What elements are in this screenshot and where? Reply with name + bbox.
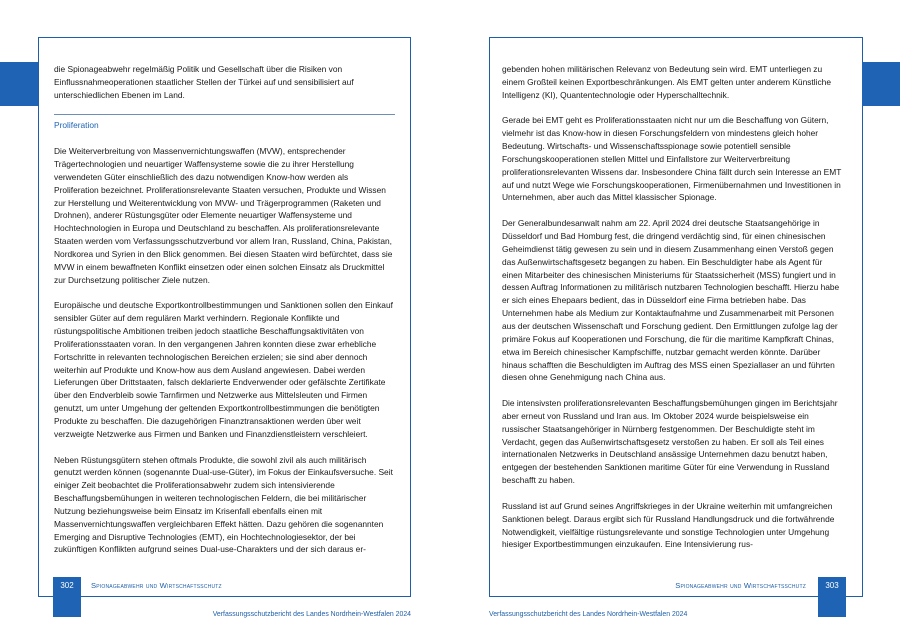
right-page <box>450 0 900 638</box>
section-divider <box>54 114 395 115</box>
footer-title: Verfassungsschutzbericht des Landes Nordrhein-Westfalen 2024 <box>212 611 411 618</box>
left-page-body <box>54 63 395 569</box>
paragraph: Russland ist auf Grund seines Angriffskrieges in der Ukraine weiterhin mit umfangreichen Sanktionen belegt. Daraus ergibt sich für Russland Handlungsdruck und die fortwährende Notwendigkeit, vielfältige rüstungsrelevante und sonstige Technologien unter Umgehung hiesiger Exportbestimmungen einzukaufen. Eine Intensivierung rus- <box>502 500 835 550</box>
paragraph: Neben Rüstungsgütern stehen oftmals Produkte, die sowohl zivil als auch militärisch genutzt werden können (sogenannte Dual-use-Güter), im Fokus der Einkaufsversuche. Seit einiger Zeit beobachtet die Proliferationsabwehr zudem sich intensivierende Beschaffungsbemühungen in weiteren technologischen Feldern, die bei militärischer Nutzung beziehungsweise beim Einsatz im Krisenfall ebenfalls einen mit Massenvernichtungswaffen vergleichbaren Effekt hätten. Dazu gehören die sogenannten Emerging and Disruptive Technologies (EMT), ein Hochtechnologiesektor, der bei zukünftigen Konflikten aufgrund seines Dual-use-Charakters und der sich daraus er- <box>54 454 393 555</box>
paragraph: Der Generalbundesanwalt nahm am 22. April 2024 drei deutsche Staatsangehörige in Düsseldorf und Bad Homburg fest, die dringend verdächtig sind, für einen chinesischen Geheimdienst tätig gewesen zu sein und in diesem Zusammenhang einen Verstoß gegen das Außenwirtschaftsgesetz begangen zu haben. Ein Beschuldigter habe als Agent für einen Mitarbeiter des chinesischen Ministeriums für Staatssicherheit (MSS) fungiert und in dessen Auftrag Informationen zu militärisch nutzbaren Technologien beschafft. Hierzu habe er sich eines Ehepaars bedient, das in Düsseldorf eine Firma betrieben habe. Das Unternehmen habe als Medium zur Kontaktaufnahme und Zusammenarbeit mit Personen aus der deutschen Wissenschaft und Forschung gedient. Den Ermittlungen zufolge lag der primäre Fokus auf Kooperationen und Forschung, die für die maritime Kampfkraft Chinas, etwa im Bereich chinesischer Kampfschiffe, nutzbar gemacht werden könnte. Darüber hinaus schafften die Beschuldigten im Auftrag des MSS einen Speziallaser an und führten diesen ohne Genehmigung nach China aus. <box>502 218 840 383</box>
running-head: Spionageabwehr und Wirtschaftsschutz <box>91 581 222 590</box>
chapter-tab-marker <box>0 62 38 106</box>
paragraph: Die intensivsten proliferationsrelevanten Beschaffungsbemühungen gingen im Berichtsjahr aber erneut von Russland und Iran aus. Im Oktober 2024 wurde beispielsweise ein russischer Staatsangehöriger in Nürnberg festgenommen. Der Beschuldigte steht im Verdacht, gegen das Außenwirtschaftsgesetz verstoßen zu haben. Er soll als Teil eines internationalen Netzwerks in Deutschland ansässige Unternehmen dazu benutzt haben, entgegen der bestehenden Sanktionen maritime Güter für eine Verwendung in Russland beschafft zu haben. <box>502 398 838 486</box>
right-page-body <box>502 63 845 564</box>
running-head: Spionageabwehr und Wirtschaftsschutz <box>675 581 806 590</box>
chapter-tab-marker <box>862 62 900 106</box>
paragraph: Gerade bei EMT geht es Proliferationsstaaten nicht nur um die Beschaffung von Gütern, vielmehr ist das Know-how in diesen Forschungsfeldern von mindestens gleich hoher Bedeutung. Wirtschafts- und Wissenschaftsspionage sowie potentiell sensible Forschungskooperationen stellen Mittel und Einfallstore zur Weiterverbreitung proliferationsrelevanten Wissens dar. Insbesondere China fällt durch sein Interesse an EMT auf und nutzt Wege wie Forschungskooperationen, Firmenübernahmen und Investitionen in Unternehmen, aber auch das Mittel klassischer Spionage. <box>502 115 842 203</box>
section-heading: Proliferation <box>54 120 99 131</box>
page-number: 302 <box>53 577 81 617</box>
paragraph: Die Weiterverbreitung von Massenvernichtungswaffen (MVW), entsprechender Trägertechnologien und neuartiger Waffensysteme sowie die zu ihrer Herstellung verwendeten Güter einschließlich des dazu notwendigen Know-how werden als Proliferation bezeichnet. Proliferationsrelevante Staaten versuchen, Produkte und Wissen zur Herstellung und Weiterentwicklung von MVW- und Trägerprogrammen (Raketen und Drohnen), anderer Rüstungsgüter oder Elemente neuartiger Waffensysteme und Hochtechnologien in Europa und Deutschland zu beschaffen. Als proliferationsrelevante Staaten werden vom Verfassungsschutzverbund vor allem Iran, Russland, China, Pakistan, Nordkorea und Syrien in den Blick genommen. Bei diesen Staaten wird befürchtet, dass sie MVW in einem bewaffneten Konflikt einsetzen oder einen solchen Einsatz als Druckmittel zur Durchsetzung politischer Ziele nutzen. <box>54 146 393 285</box>
paragraph: Europäische und deutsche Exportkontrollbestimmungen und Sanktionen sollen den Einkauf sensibler Güter auf dem regulären Markt verhindern. Regionale Konflikte und rüstungspolitische Ambitionen treiben jedoch staatliche Beschaffungsaktivitäten von Proliferationsstaaten voran. In den vergangenen Jahren konnten diese zwar erhebliche Fortschritte in relevanten technologischen Bereichen erzielen; sie sind aber dennoch weiterhin auf Produkte und Know-how aus dem Ausland angewiesen. Dabei werden Lieferungen über Drittstaaten, falsch deklarierte Endverwender oder gefälschte Zertifikate über den Endverbleib sowie Tarnfirmen und Netzwerke aus Mittelsleuten und Firmen genutzt, um unter Umgehung der geltenden Exportkontrollbestimmungen die benötigten Produkte zu beschaffen. Die dazugehörigen Finanztransaktionen werden über weit verzweigte Netzwerke aus Firmen und Banken und Finanzdienstleistern verschleiert. <box>54 300 393 439</box>
paragraph: gebenden hohen militärischen Relevanz von Bedeutung sein wird. EMT unterliegen zu einem Großteil keinen Exportbeschränkungen. Als EMT gelten unter anderem Künstliche Intelligenz (KI), Quantentechnologie oder Hyperschalltechnik. <box>502 64 831 100</box>
page-number: 303 <box>818 577 846 617</box>
footer-title: Verfassungsschutzbericht des Landes Nordrhein-Westfalen 2024 <box>489 611 688 618</box>
paragraph: die Spionageabwehr regelmäßig Politik und Gesellschaft über die Risiken von Einflussnahmeoperationen staatlicher Stellen der Türkei auf und sensibilisiert auf unterschiedlichen Ebenen im Land. <box>54 64 354 100</box>
